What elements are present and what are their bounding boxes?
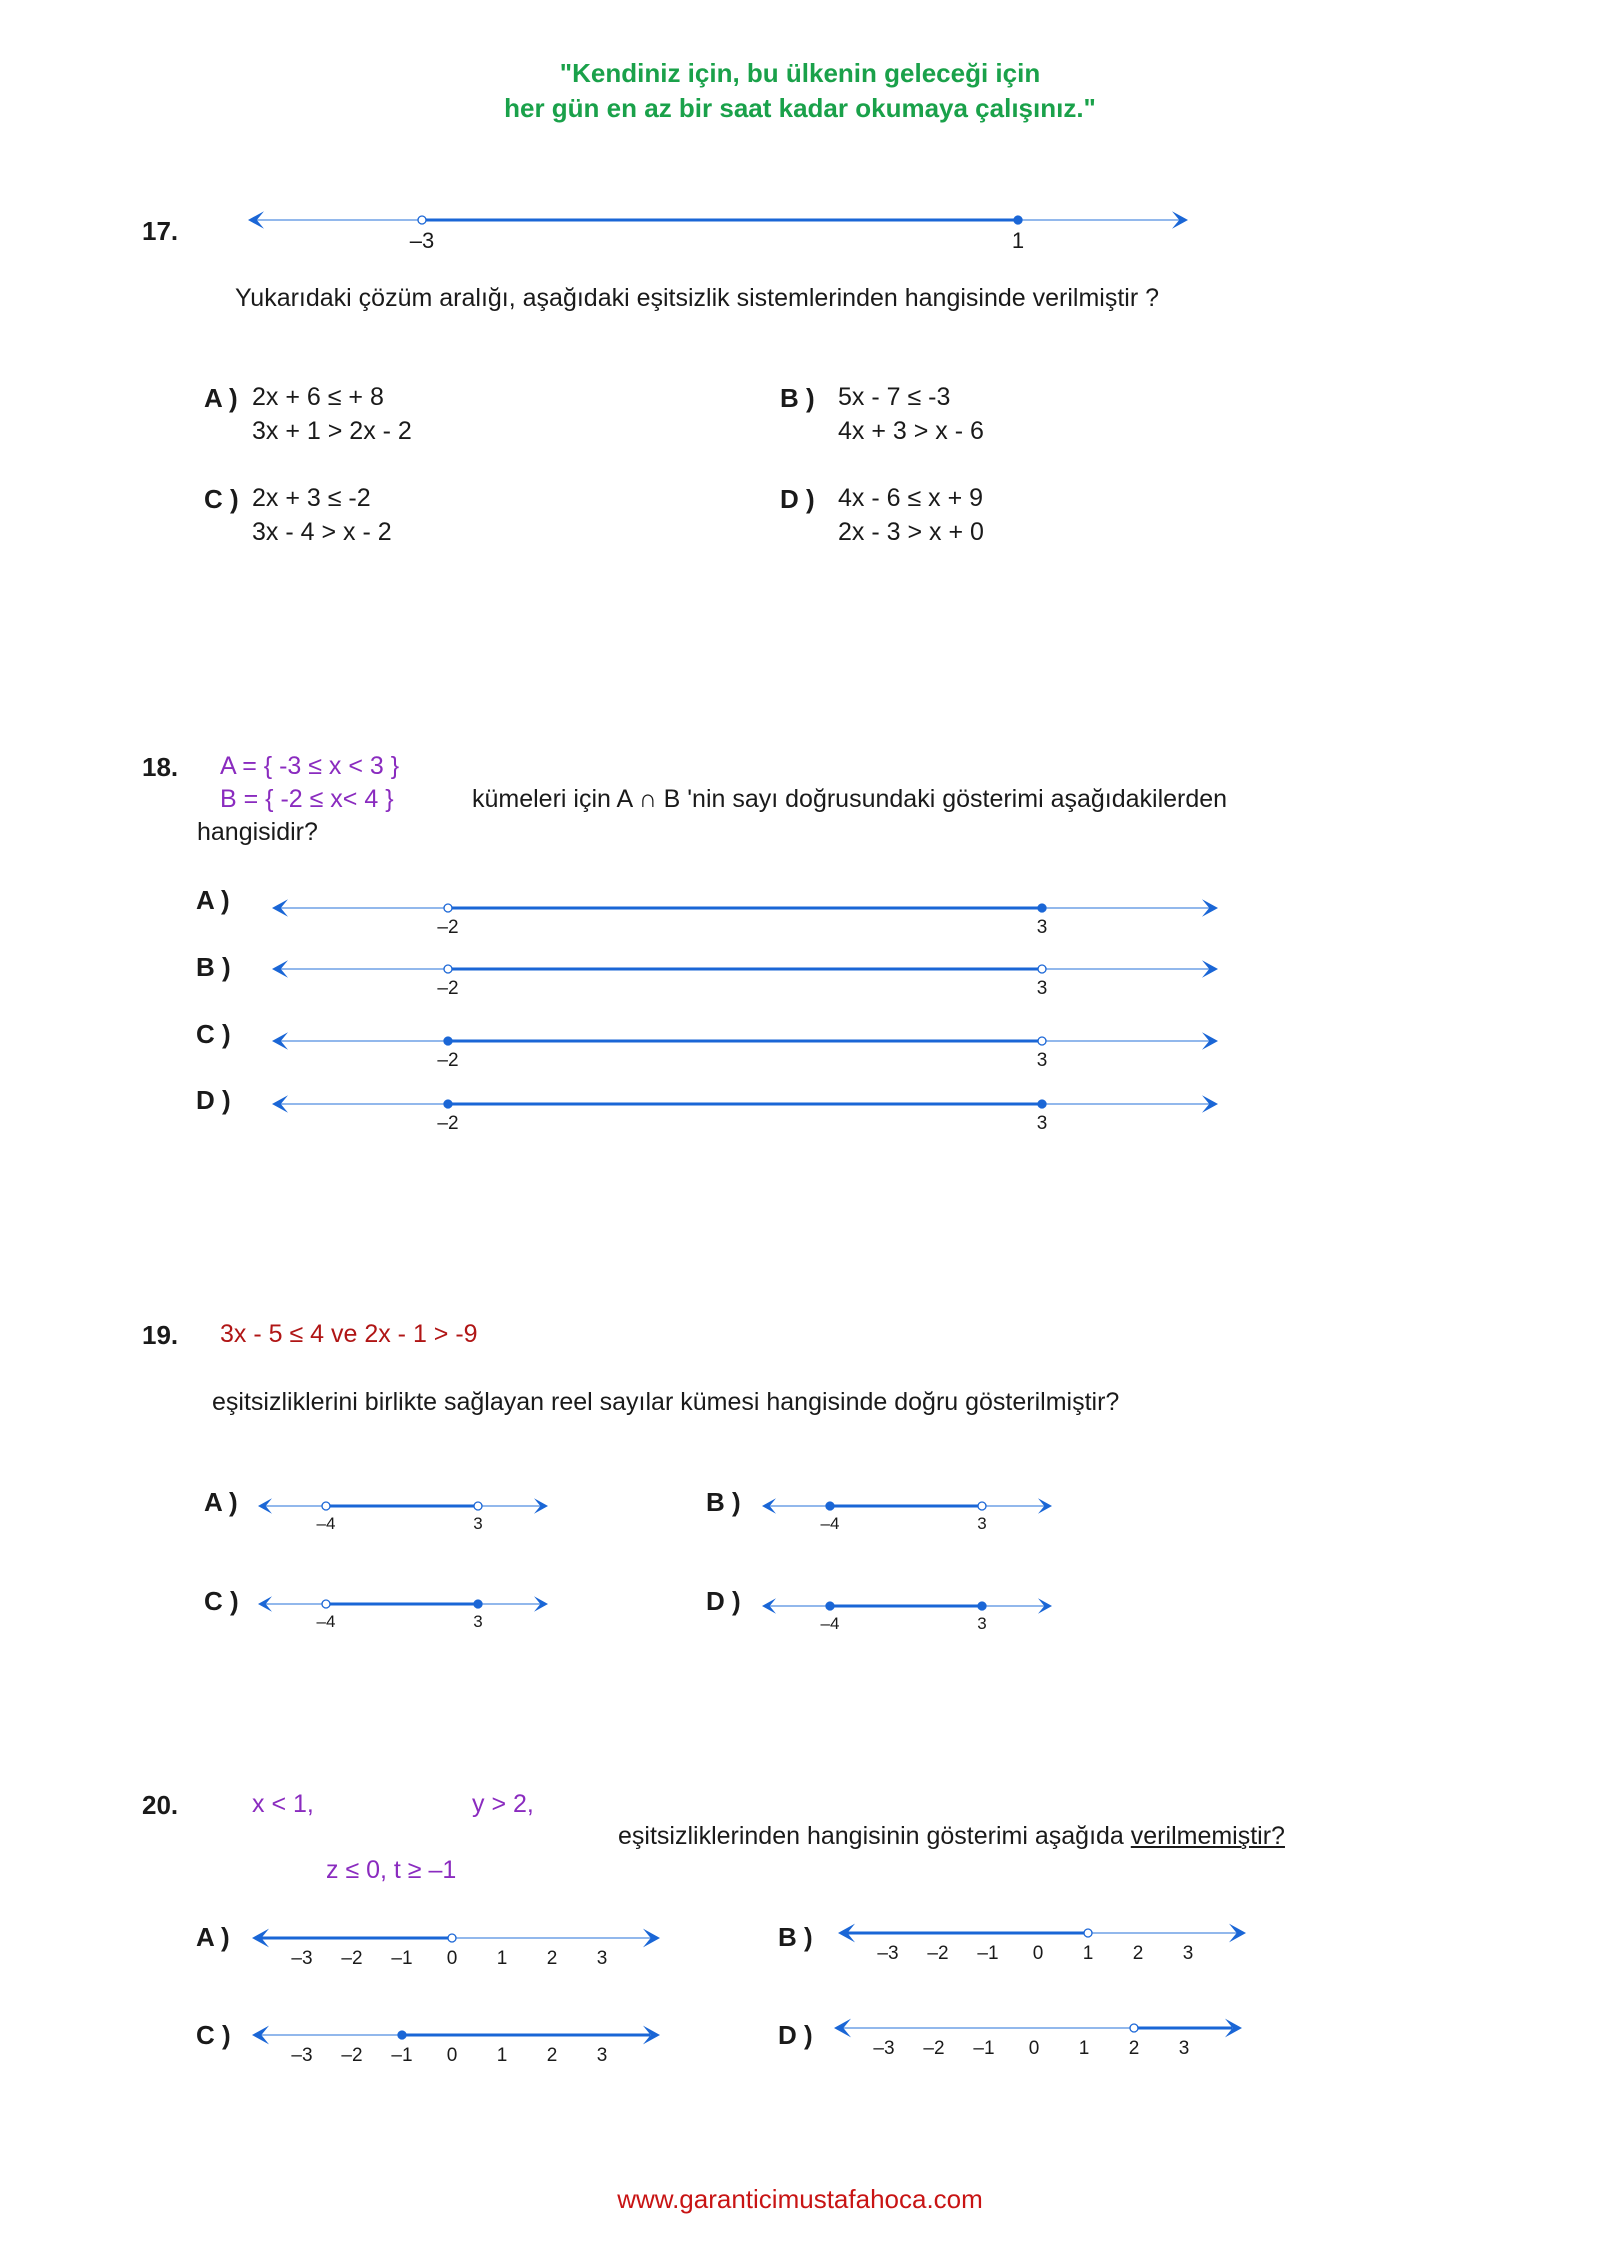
to-tick-label: 3 — [1036, 917, 1048, 938]
tick-label: 3 — [1178, 2038, 1190, 2059]
tick-label: 2 — [1128, 2038, 1140, 2059]
q19-option-d-label[interactable]: D ) — [706, 1586, 741, 1616]
q17-option-d[interactable] — [780, 484, 984, 546]
q20-option-a-number-line[interactable] — [250, 1920, 670, 1970]
q18-set-a: A = { -3 ≤ x < 3 } — [220, 752, 400, 780]
open-endpoint — [444, 904, 452, 912]
tick-label: 1 — [496, 2045, 508, 2066]
to-tick-label: 3 — [977, 1514, 987, 1533]
q17-option-b-line1: 5x - 7 ≤ -3 — [838, 383, 951, 411]
question-20-text-underlined: verilmemiştir? — [1130, 1822, 1285, 1850]
open-endpoint — [444, 965, 452, 973]
from-tick-label: –4 — [820, 1514, 840, 1533]
closed-endpoint — [1014, 216, 1022, 224]
q17-option-a-label: A ) — [204, 383, 238, 413]
open-endpoint — [1084, 1929, 1092, 1937]
q19-expression: 3x - 5 ≤ 4 ve 2x - 1 > -9 — [220, 1320, 478, 1348]
closed-endpoint — [398, 2031, 406, 2039]
q17-option-b-label: B ) — [780, 383, 815, 413]
open-endpoint — [1130, 2024, 1138, 2032]
tick-label: –2 — [341, 1948, 363, 1969]
q17-option-c-line2: 3x - 4 > x - 2 — [252, 518, 392, 546]
q18-option-d-label[interactable]: D ) — [196, 1085, 231, 1115]
closed-endpoint — [826, 1502, 834, 1510]
from-tick-label: –4 — [316, 1612, 336, 1631]
tick-label: 1 — [1078, 2038, 1090, 2059]
q17-option-d-line2: 2x - 3 > x + 0 — [838, 518, 984, 546]
closed-endpoint — [826, 1602, 834, 1610]
q20-inequality-z-t: z ≤ 0, t ≥ –1 — [326, 1856, 457, 1884]
tick-label: 3 — [596, 1948, 608, 1969]
open-endpoint — [474, 1502, 482, 1510]
question-20-number: 20. — [142, 1790, 179, 1820]
q18-set-b: B = { -2 ≤ x< 4 } — [220, 785, 394, 813]
tick-label: –1 — [391, 1948, 413, 1969]
q17-option-a-line2: 3x + 1 > 2x - 2 — [252, 417, 412, 445]
closed-endpoint — [1038, 904, 1046, 912]
from-tick-label: –2 — [437, 917, 459, 938]
q20-option-b-label[interactable]: B ) — [778, 1922, 813, 1952]
question-19-text: eşitsizliklerini birlikte sağlayan reel sayılar kümesi hangisinde doğru gösterilmiştir? — [212, 1388, 1120, 1416]
q18-option-d-number-line[interactable] — [270, 1084, 1220, 1134]
q20-option-b-number-line[interactable] — [836, 1915, 1256, 1965]
q18-option-a-label[interactable]: A ) — [196, 885, 230, 915]
question-20-text — [618, 1822, 1285, 1851]
q17-option-a-line1: 2x + 6 ≤ + 8 — [252, 383, 384, 411]
from-tick-label: –2 — [437, 978, 459, 999]
tick-label: 0 — [446, 2045, 458, 2066]
closed-endpoint — [474, 1600, 482, 1608]
tick-label: 0 — [1028, 2038, 1040, 2059]
q19-option-b-number-line[interactable] — [760, 1490, 1060, 1533]
tick-label: –3 — [877, 1943, 899, 1964]
tick-label: 2 — [1132, 1943, 1144, 1964]
open-endpoint — [1038, 965, 1046, 973]
q19-option-d-number-line[interactable] — [760, 1590, 1060, 1633]
q20-inequality-y: y > 2, — [472, 1790, 534, 1818]
header-line-2: her gün en az bir saat kadar okumaya çalışınız." — [504, 93, 1096, 123]
header-quote — [0, 56, 1600, 126]
q18-option-c-label[interactable]: C ) — [196, 1019, 231, 1049]
q19-option-c-label[interactable]: C ) — [204, 1586, 239, 1616]
open-endpoint — [418, 216, 426, 224]
tick-label: 3 — [1182, 1943, 1194, 1964]
from-tick-label: –3 — [409, 228, 435, 253]
q20-option-d-number-line[interactable] — [832, 2010, 1252, 2060]
tick-label: 2 — [546, 2045, 558, 2066]
tick-label: 3 — [596, 2045, 608, 2066]
q20-option-c-number-line[interactable] — [250, 2017, 670, 2067]
from-tick-label: –2 — [437, 1050, 459, 1071]
tick-label: 2 — [546, 1948, 558, 1969]
q18-option-b-number-line[interactable] — [270, 949, 1220, 999]
q17-option-c-label: C ) — [204, 484, 239, 514]
open-endpoint — [322, 1600, 330, 1608]
q17-option-b-line2: 4x + 3 > x - 6 — [838, 417, 984, 445]
question-18-text: kümeleri için A ∩ B 'nin sayı doğrusundaki gösterimi aşağıdakilerden — [472, 785, 1228, 813]
question-20-text-prefix: eşitsizliklerinden hangisinin gösterimi aşağıda — [618, 1822, 1131, 1850]
tick-label: –3 — [291, 1948, 313, 1969]
header-line-1: "Kendiniz için, bu ülkenin geleceği için — [559, 58, 1041, 88]
q20-option-c-label[interactable]: C ) — [196, 2020, 231, 2050]
q19-option-c-number-line[interactable] — [256, 1588, 556, 1631]
q18-option-a-number-line[interactable] — [270, 888, 1220, 938]
tick-label: –1 — [973, 2038, 995, 2059]
to-tick-label: 3 — [473, 1612, 483, 1631]
tick-label: –1 — [391, 2045, 413, 2066]
tick-label: 0 — [446, 1948, 458, 1969]
tick-label: 1 — [1082, 1943, 1094, 1964]
q17-option-b[interactable] — [780, 383, 984, 445]
open-endpoint — [1038, 1037, 1046, 1045]
q20-option-a-label[interactable]: A ) — [196, 1922, 230, 1952]
from-tick-label: –4 — [820, 1614, 840, 1633]
q19-option-b-label[interactable]: B ) — [706, 1487, 741, 1517]
question-18-text-2: hangisidir? — [197, 818, 318, 846]
q19-option-a-number-line[interactable] — [256, 1490, 556, 1533]
tick-label: –3 — [291, 2045, 313, 2066]
q18-option-c-number-line[interactable] — [270, 1021, 1220, 1071]
tick-label: –2 — [927, 1943, 949, 1964]
q18-option-b-label[interactable]: B ) — [196, 952, 231, 982]
q19-option-a-label[interactable]: A ) — [204, 1487, 238, 1517]
open-endpoint — [978, 1502, 986, 1510]
to-tick-label: 3 — [473, 1514, 483, 1533]
to-tick-label: 3 — [1036, 1050, 1048, 1071]
tick-label: –2 — [341, 2045, 363, 2066]
q17-option-d-line1: 4x - 6 ≤ x + 9 — [838, 484, 984, 512]
closed-endpoint — [444, 1100, 452, 1108]
q20-inequality-x: x < 1, — [252, 1790, 314, 1818]
to-tick-label: 1 — [1011, 228, 1025, 253]
footer-website[interactable]: www.garanticimustafahoca.com — [617, 2184, 983, 2214]
question-19-number: 19. — [142, 1320, 179, 1350]
question-18-number: 18. — [142, 752, 179, 782]
tick-label: –3 — [873, 2038, 895, 2059]
from-tick-label: –4 — [316, 1514, 336, 1533]
tick-label: –2 — [923, 2038, 945, 2059]
question-17-number: 17. — [142, 216, 179, 246]
open-endpoint — [322, 1502, 330, 1510]
question-17-text: Yukarıdaki çözüm aralığı, aşağıdaki eşitsizlik sistemlerinden hangisinde verilmiştir ? — [235, 284, 1160, 312]
from-tick-label: –2 — [437, 1113, 459, 1134]
q20-option-d-label[interactable]: D ) — [778, 2020, 813, 2050]
to-tick-label: 3 — [1036, 1113, 1048, 1134]
question-17-number-line — [240, 200, 1200, 260]
closed-endpoint — [978, 1602, 986, 1610]
q17-option-a[interactable] — [204, 383, 412, 445]
q17-option-d-label: D ) — [780, 484, 815, 514]
tick-label: 1 — [496, 1948, 508, 1969]
tick-label: –1 — [977, 1943, 999, 1964]
q17-option-c[interactable] — [204, 484, 392, 546]
to-tick-label: 3 — [977, 1614, 987, 1633]
tick-label: 0 — [1032, 1943, 1044, 1964]
closed-endpoint — [1038, 1100, 1046, 1108]
q17-option-c-line1: 2x + 3 ≤ -2 — [252, 484, 371, 512]
open-endpoint — [448, 1934, 456, 1942]
closed-endpoint — [444, 1037, 452, 1045]
to-tick-label: 3 — [1036, 978, 1048, 999]
